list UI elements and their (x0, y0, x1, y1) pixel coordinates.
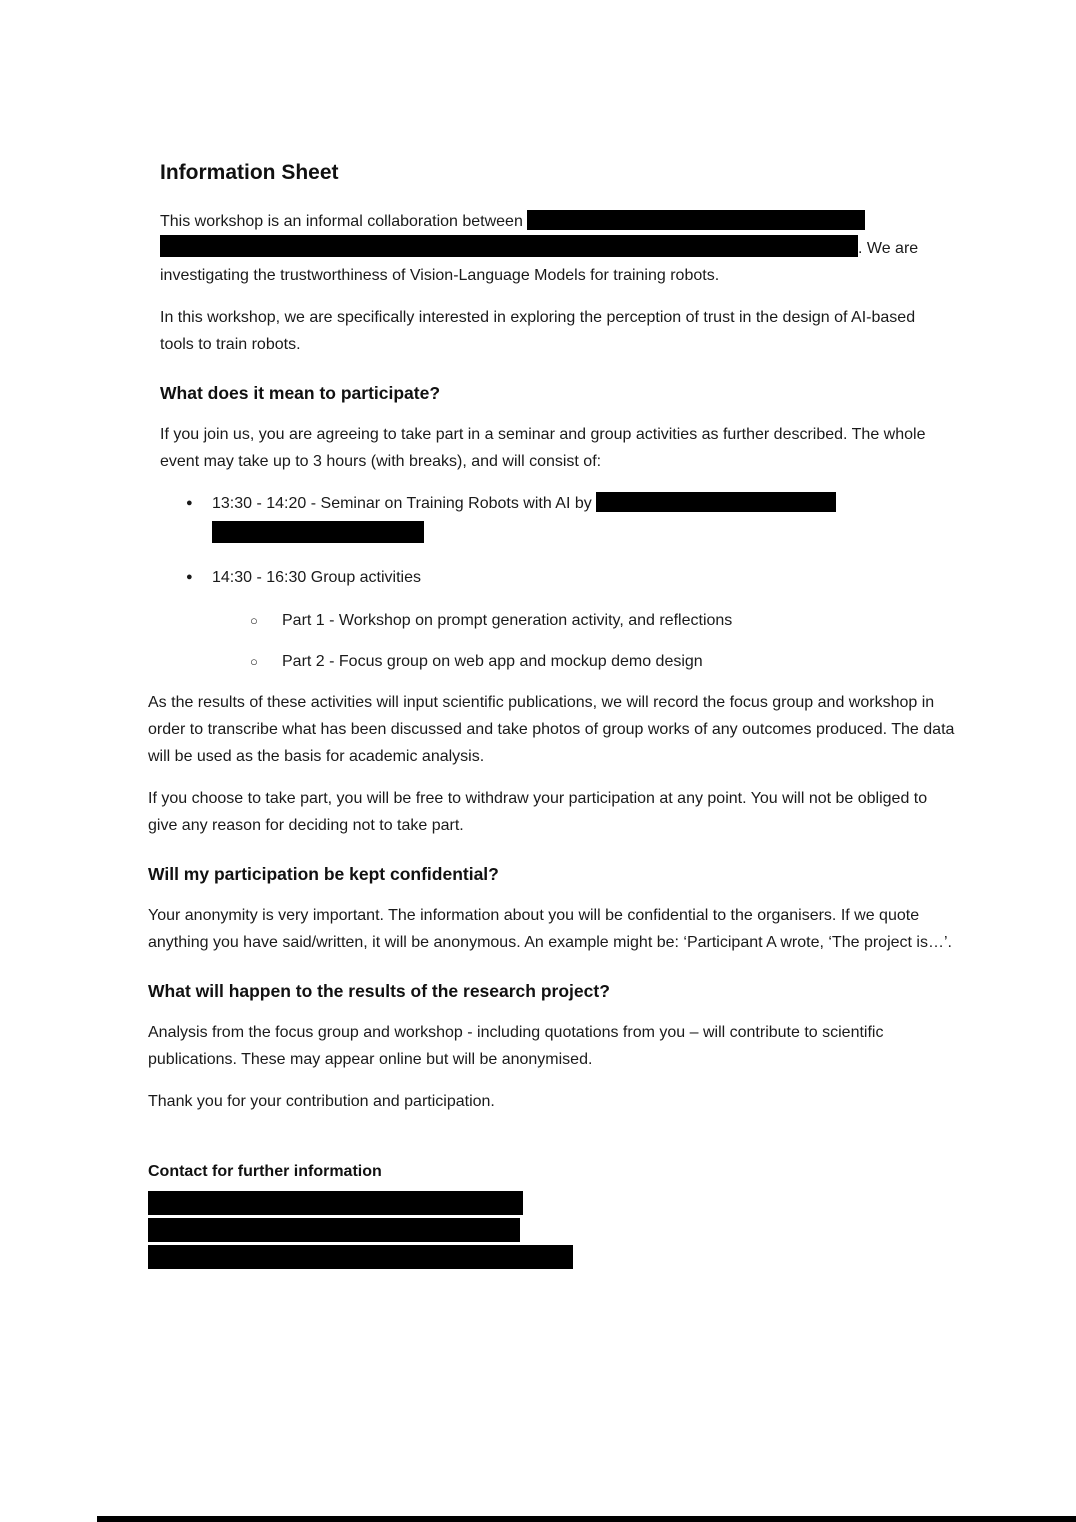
redaction-bar-bottom-edge (97, 1516, 1076, 1522)
sub-bullet-part2 (160, 648, 952, 675)
confidential-paragraph-1: Your anonymity is very important. The information about you will be confidential to the organisers. If we quote anything you have said/written, it will be anonymous. An example might be: ‘Participant A wrote, ‘The project is…’. (148, 907, 952, 951)
redaction-bar (527, 210, 865, 230)
participate-paragraph-3: If you choose to take part, you will be free to withdraw your participation at any point. You will not be obliged to give any reason for deciding not to take part. (148, 790, 928, 834)
page-title: Information Sheet (160, 161, 339, 184)
sub-bullet-icon: ○ (250, 613, 258, 628)
intro-paragraph-1-text-after: . We are investigating the trustworthiness of Vision-Language Models for training robots. (160, 240, 919, 284)
bullet-seminar-text: 13:30 - 14:20 - Seminar on Training Robots with AI by (212, 495, 597, 512)
heading-confidential: Will my participation be kept confidential? (148, 864, 499, 884)
heading-results: What will happen to the results of the research project? (148, 981, 610, 1001)
redaction-bar (160, 235, 858, 257)
intro-paragraph-1-text-before: This workshop is an informal collaboration between (160, 213, 528, 230)
bullet-item-seminar (160, 490, 952, 548)
redaction-bar-contact-2 (148, 1218, 520, 1242)
bullet-item-group-activities (160, 564, 952, 591)
redaction-bar (596, 492, 836, 512)
bullet-icon: ● (186, 497, 193, 509)
sub-bullet-part1 (160, 607, 952, 634)
redaction-bar-contact-1 (148, 1191, 523, 1215)
intro-paragraph-1 (160, 208, 952, 289)
intro-paragraph-2: In this workshop, we are specifically interested in exploring the perception of trust in the design of AI-based tools to train robots. (160, 309, 916, 353)
bullet-group-activities-text: 14:30 - 16:30 Group activities (212, 569, 422, 586)
contact-heading: Contact for further information (148, 1163, 382, 1180)
bullet-icon: ● (186, 571, 193, 583)
redaction-bar-contact-3 (148, 1245, 573, 1269)
sub-bullet-part2-text: Part 2 - Focus group on web app and mockup demo design (282, 653, 703, 670)
intro-section (160, 160, 952, 675)
results-paragraph-1: Analysis from the focus group and workshop - including quotations from you – will contribute to scientific publications. These may appear online but will be anonymised. (148, 1024, 884, 1068)
participate-paragraph-1: If you join us, you are agreeing to take part in a seminar and group activities as further described. The whole event may take up to 3 hours (with breaks), and will consist of: (160, 426, 926, 470)
results-paragraph-2: Thank you for your contribution and participation. (148, 1093, 495, 1110)
participate-paragraph-2: As the results of these activities will input scientific publications, we will record the focus group and workshop in order to transcribe what has been discussed and take photos of group works of any outcomes produced. The data will be used as the basis for academic analysis. (148, 694, 955, 765)
heading-participate: What does it mean to participate? (160, 383, 441, 403)
sub-bullet-part1-text: Part 1 - Workshop on prompt generation activity, and reflections (282, 612, 733, 629)
document-content (148, 160, 956, 1272)
sub-bullet-icon: ○ (250, 654, 258, 669)
redaction-bar (212, 521, 424, 543)
